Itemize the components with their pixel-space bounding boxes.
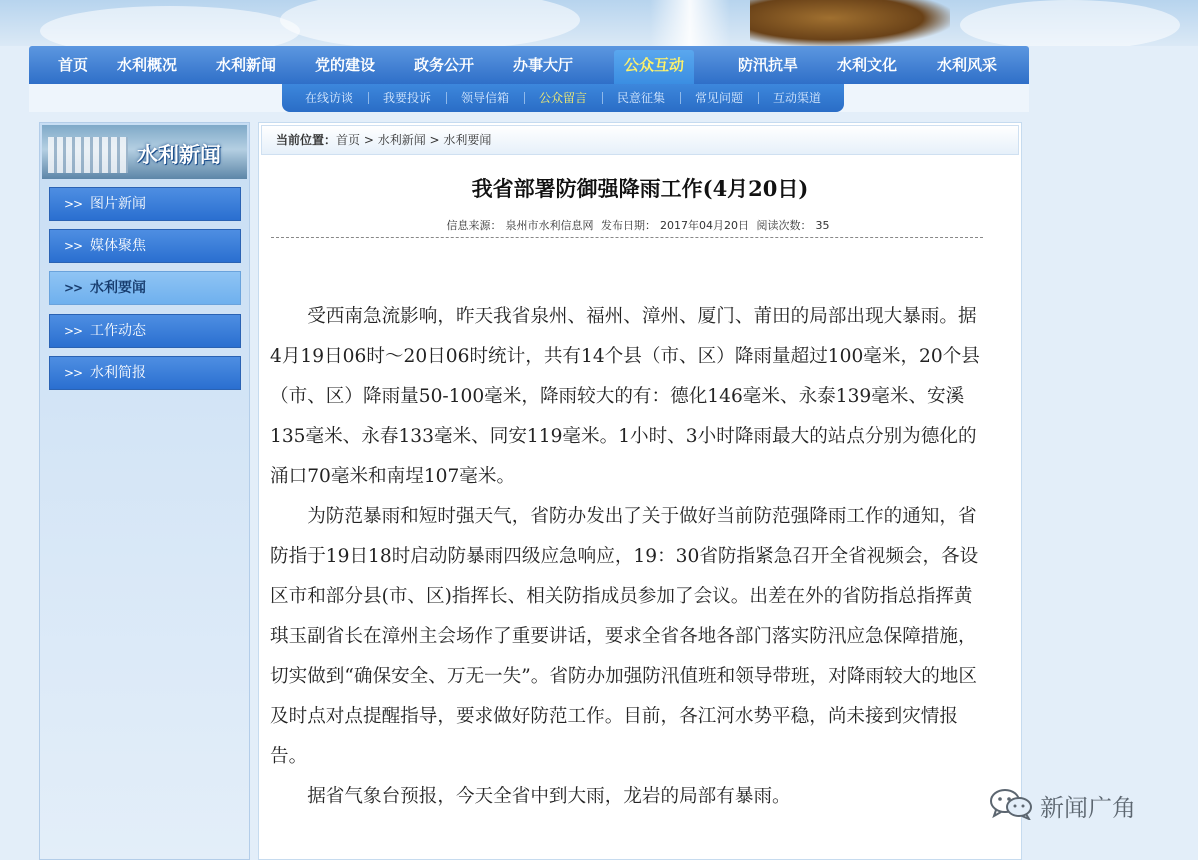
nav-item-flood-control[interactable]: 防汛抗旱	[737, 56, 798, 74]
nav-item-gallery[interactable]: 水利风采	[936, 56, 997, 74]
wechat-icon	[988, 788, 1034, 830]
nav-item-home[interactable]: 首页	[57, 56, 88, 74]
breadcrumb	[261, 125, 1019, 155]
chevron-double-right-icon: >>	[64, 281, 83, 295]
nav-item-news[interactable]: 水利新闻	[215, 56, 276, 74]
chevron-double-right-icon: >>	[64, 239, 83, 253]
nav-item-government[interactable]: 政务公开	[413, 56, 474, 74]
subnav-item-message[interactable]: 公众留言	[539, 91, 588, 105]
subnav-item-interview[interactable]: 在线访谈	[305, 91, 354, 105]
views-value: 35	[815, 219, 830, 232]
subnav-divider	[368, 92, 369, 104]
sidebar-item-key-news[interactable]	[49, 271, 241, 305]
sidebar-item-photo-news[interactable]	[49, 187, 241, 221]
article-title: 我省部署防御强降雨工作(4月20日)	[471, 176, 809, 201]
sidebar-header	[42, 125, 247, 179]
article-panel	[258, 122, 1022, 860]
date-label: 发布日期：	[601, 219, 656, 232]
main-nav	[29, 46, 1029, 84]
sub-nav	[282, 84, 844, 112]
article-paragraph: 受西南急流影响，昨天我省泉州、福州、漳州、厦门、莆田的局部出现大暴雨。据4月19日06时～20日06时统计，共有14个县（市、区）降雨量超过100毫米，20个县（市、区）降雨量50-100毫米，降雨较大的有：德化146毫米、永泰139毫米、安溪135毫米、永春133毫米、同安119毫米。1小时、3小时降雨最大的站点分别为德化的涌口70毫米和南埕107毫米。	[270, 306, 980, 487]
chevron-double-right-icon: >>	[64, 324, 83, 338]
watermark-text: 新闻广角	[1040, 794, 1136, 822]
date-value: 2017年04月20日	[660, 219, 749, 232]
header-banner	[0, 0, 1198, 46]
chevron-double-right-icon: >>	[64, 197, 83, 211]
nav-item-party[interactable]: 党的建设	[314, 56, 375, 74]
source-value: 泉州市水利信息网	[505, 219, 594, 232]
subnav-divider	[446, 92, 447, 104]
source-label: 信息来源：	[446, 219, 502, 232]
sidebar-title: 水利新闻	[137, 143, 221, 167]
subnav-divider	[524, 92, 525, 104]
breadcrumb-path[interactable]: 首页 > 水利新闻 > 水利要闻	[336, 133, 492, 147]
subnav-divider	[758, 92, 759, 104]
chevron-double-right-icon: >>	[64, 366, 83, 380]
meta-divider	[271, 237, 983, 238]
nav-item-overview[interactable]: 水利概况	[116, 56, 177, 74]
sidebar-item-media-focus[interactable]	[49, 229, 241, 263]
subnav-item-faq[interactable]: 常见问题	[695, 91, 744, 105]
subnav-item-survey[interactable]: 民意征集	[617, 91, 666, 105]
article-meta	[259, 217, 1021, 233]
sidebar-item-label: 媒体聚焦	[90, 238, 146, 254]
subnav-item-channels[interactable]: 互动渠道	[773, 91, 822, 105]
views-label: 阅读次数：	[756, 219, 812, 232]
article-paragraph: 为防范暴雨和短时强天气，省防办发出了关于做好当前防范强降雨工作的通知，省防指于19日18时启动防暴雨四级应急响应，19：30省防指紧急召开全省视频会，各设区市和部分县(市、区)指挥长、相关防指成员参加了会议。出差在外的省防指总指挥黄琪玉副省长在漳州主会场作了重要讲话，要求全省各地各部门落实防汛应急保障措施，切实做到“确保安全、万无一失”。省防办加强防汛值班和领导带班，对降雨较大的地区及时点对点提醒指导，要求做好防范工作。目前，各江河水势平稳，尚未接到灾情报告。	[270, 506, 979, 767]
sidebar-item-label: 图片新闻	[90, 196, 146, 212]
nav-item-service-hall[interactable]: 办事大厅	[512, 56, 573, 74]
subnav-item-complaint[interactable]: 我要投诉	[383, 91, 432, 105]
article-body	[270, 297, 986, 817]
watermark	[988, 788, 1136, 824]
article-paragraph: 据省气象台预报，今天全省中到大雨，龙岩的局部有暴雨。	[307, 786, 791, 807]
sidebar-item-bulletin[interactable]	[49, 356, 241, 390]
subnav-divider	[680, 92, 681, 104]
breadcrumb-lead: 当前位置：	[276, 133, 337, 147]
subnav-item-mailbox[interactable]: 领导信箱	[461, 91, 510, 105]
building-image	[48, 137, 128, 173]
nav-item-interaction[interactable]: 公众互动	[614, 50, 694, 84]
horse-statue-image	[750, 0, 950, 46]
nav-item-culture[interactable]: 水利文化	[836, 56, 897, 74]
sidebar-item-label: 工作动态	[90, 323, 146, 339]
sidebar-item-label: 水利要闻	[90, 280, 146, 296]
subnav-divider	[602, 92, 603, 104]
sidebar-item-work-updates[interactable]	[49, 314, 241, 348]
sidebar-item-label: 水利简报	[90, 365, 146, 381]
sidebar	[39, 122, 250, 860]
